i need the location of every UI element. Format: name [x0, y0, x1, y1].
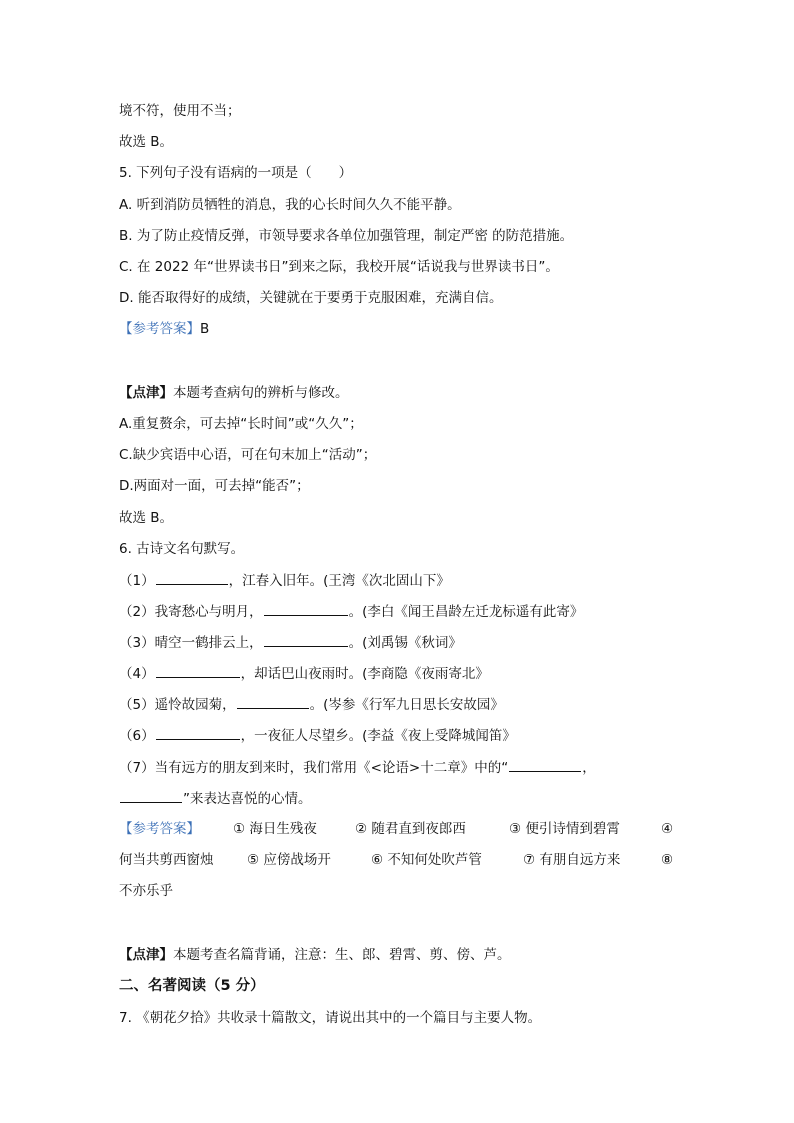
answer-line [119, 819, 673, 839]
answer-line [119, 850, 673, 870]
section-heading: 二、名著阅读（5 分） [119, 978, 265, 994]
fill-suffix: ”来表达喜悦的心情。 [183, 791, 312, 807]
blank [156, 663, 240, 678]
blank [120, 788, 182, 803]
answer-item: ⑧ [661, 852, 674, 868]
option-c: C. 在 2022 年“世界读书日”到来之际，我校开展“话说我与世界读书日”。 [119, 259, 559, 275]
fill-item-4 [119, 663, 489, 683]
note-label: 【点津】 [119, 385, 173, 401]
note-item: A.重复赘余，可去掉“长时间”或“久久”； [119, 416, 363, 432]
answer-item: 不亦乐乎 [119, 883, 173, 899]
fill-item-6 [119, 725, 516, 745]
note-line [119, 945, 511, 965]
note-item: C.缺少宾语中心语，可在句末加上“活动”； [119, 447, 377, 463]
fill-item-7-cont [119, 788, 312, 808]
text-line: 境不符，使用不当； [119, 103, 241, 119]
fill-prefix: （4） [119, 666, 155, 682]
fill-item-2 [119, 601, 583, 621]
option-b: B. 为了防止疫情反弹，市领导要求各单位加强管理，制定严密 的防范措施。 [119, 228, 574, 244]
text-line: 故选 B。 [119, 510, 174, 526]
option-a: A. 听到消防员牺牲的消息，我的心长时间久久不能平静。 [119, 197, 461, 213]
fill-item-7 [119, 757, 596, 777]
blank [264, 632, 348, 647]
fill-suffix: 。(李白《闻王昌龄左迁龙标遥有此寄》 [348, 604, 584, 620]
blank [156, 570, 228, 585]
blank [509, 757, 581, 772]
fill-item-3 [119, 632, 462, 652]
fill-comma: ， [582, 760, 596, 776]
fill-item-1 [119, 570, 450, 590]
note-item: D.两面对一面，可去掉“能否”； [119, 478, 310, 494]
answer-item: ④ [661, 821, 674, 837]
fill-prefix: （2）我寄愁心与明月， [119, 604, 263, 620]
answer-item: ⑥ 不知何处吹芦管 [371, 852, 482, 868]
blank [237, 694, 309, 709]
fill-prefix: （5）遥怜故园菊， [119, 697, 236, 713]
fill-suffix: ，江春入旧年。(王湾《次北固山下》 [228, 573, 450, 589]
fill-suffix: 。(岑参《行军九日思长安故园》 [309, 697, 504, 713]
answer-item: ⑦ 有朋自远方来 [523, 852, 621, 868]
text-line: 故选 B。 [119, 134, 174, 150]
fill-suffix: 。(刘禹锡《秋词》 [348, 635, 462, 651]
answer-value: B [200, 321, 210, 337]
blank [156, 725, 240, 740]
fill-item-5 [119, 694, 504, 714]
option-d: D. 能否取得好的成绩，关键就在于要勇于克服困难，充满自信。 [119, 290, 503, 306]
note-line [119, 383, 349, 403]
answer-item: ⑤ 应傍战场开 [247, 852, 331, 868]
note-text: 本题考查病句的辨析与修改。 [173, 385, 349, 401]
note-text: 本题考查名篇背诵，注意：生、郎、碧霄、剪、傍、芦。 [173, 947, 511, 963]
answer-label: 【参考答案】 [119, 321, 200, 337]
fill-prefix: （7）当有远方的朋友到来时，我们常用《<论语>十二章》中的“ [119, 760, 509, 776]
note-label: 【点津】 [119, 947, 173, 963]
answer-item: ③ 便引诗情到碧霄 [509, 821, 620, 837]
answer-item: ① 海日生残夜 [233, 821, 317, 837]
answer-line [119, 319, 209, 339]
question-7: 7. 《朝花夕拾》共收录十篇散文，请说出其中的一个篇目与主要人物。 [119, 1010, 542, 1026]
answer-item: ② 随君直到夜郎西 [355, 821, 466, 837]
answer-label: 【参考答案】 [119, 821, 200, 837]
fill-prefix: （6） [119, 728, 155, 744]
fill-prefix: （3）晴空一鹤排云上， [119, 635, 263, 651]
fill-prefix: （1） [119, 573, 155, 589]
question-5: 5. 下列句子没有语病的一项是（ ） [119, 165, 353, 181]
question-6: 6. 古诗文名句默写。 [119, 541, 245, 557]
fill-suffix: ，却话巴山夜雨时。(李商隐《夜雨寄北》 [240, 666, 489, 682]
fill-suffix: ，一夜征人尽望乡。(李益《夜上受降城闻笛》 [240, 728, 516, 744]
answer-item: 何当共剪西窗烛 [119, 852, 214, 868]
blank [264, 601, 348, 616]
